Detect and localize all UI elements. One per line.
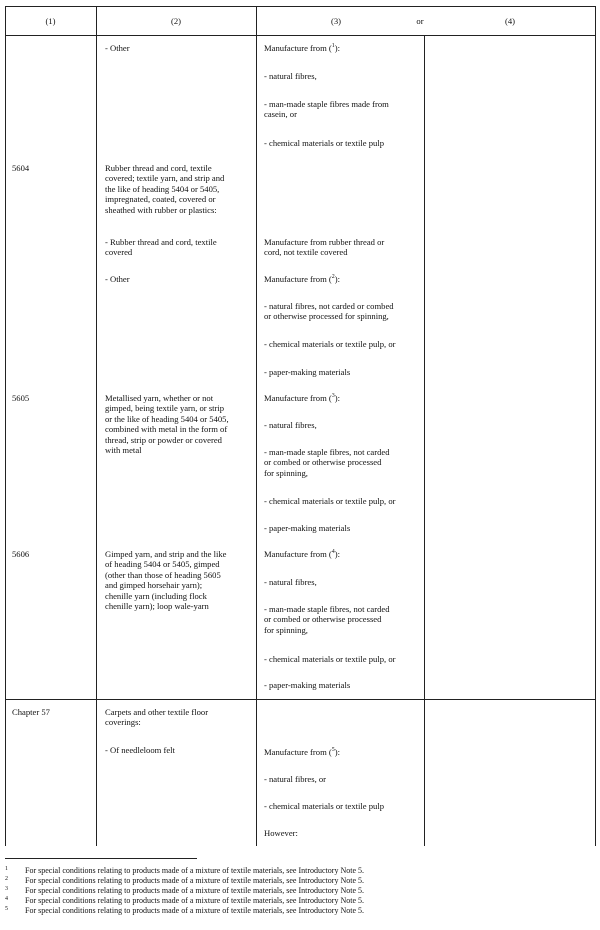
subheading-desc: - Of needleloom felt <box>105 745 175 755</box>
header-or: or <box>416 16 424 26</box>
row-5606-rule-item: - chemical materials or textile pulp, or <box>264 654 396 664</box>
row-5606-rule-item: - paper-making materials <box>264 680 351 690</box>
row-other-rule: Manufacture from ($^1$): <box>264 43 341 53</box>
row-5604-rule-item: - chemical materials or textile pulp, or <box>264 339 396 349</box>
row-other-desc: - Other <box>105 43 130 53</box>
heading-code-5606: 5606 <box>12 549 30 559</box>
row-5606-rule-item: - natural fibres, <box>264 577 317 587</box>
table-top-border <box>5 6 596 7</box>
heading-code-5604: 5604 <box>12 163 30 173</box>
row-5605-rule-item: - paper-making materials <box>264 523 351 533</box>
col-border-1-2 <box>96 6 97 846</box>
heading-desc-5605: Metallised yarn, whether or not gimped, being textile yarn, or strip or the like of heading 5404 or 5405, combined with metal in the form of thread, strip or powder or covered with metal <box>105 393 229 456</box>
header-col1: (1) <box>45 16 56 26</box>
col-border-2-3 <box>256 6 257 846</box>
row-5606-rule-item: - man-made staple fibres, not carded or combed or otherwise processed for spinning, <box>264 604 390 635</box>
subheading-rule: Manufacture from rubber thread or cord, not textile covered <box>264 237 385 258</box>
header-bottom-border <box>5 35 596 36</box>
row-5605-rule-item: - man-made staple fibres, not carded or combed or otherwise processed for spinning, <box>264 447 390 478</box>
col-border-right <box>595 6 596 846</box>
row-5604-rule: Manufacture from ($^2$): <box>264 274 341 284</box>
col-border-left <box>5 6 6 846</box>
row-5606-rule: Manufacture from ($^4$): <box>264 549 341 559</box>
document-page: (1) (2) (3) or (4) - Other Manufacture from ($^1$): - natural fibres, - man-made staple fibres made from casein, or - chemical materials or textile pulp 5604 Rubber thread and cord, textile covered; textile yarn, and strip and the like of heading 5404 or 5405, impregnated, coated, covered or sheathed with rubber or plastics: - Rubber thread and cord, textile covered Manufacture from rubber thread or cord, not textile covered - Other Manufacture from ($^2$): - natural fibres, not carded or combed or otherwise processed for spinning, - chemical materials or textile pulp, or - paper-making materials 5605 Metallised yarn, whether or not gimped, being textile yarn, or strip or the like of heading 5404 or 5405, combined with metal in the form of thread, strip or powder or covered with metal Manufacture from ($^3$): - natural fibres, - man-made staple fibres, not carded or combed or otherwise processed for spinning, - chemical materials or textile pulp, or - paper-making materials 5606 Gimped yarn, and strip and the like of heading 5404 or 5405, gimped (other than those of heading 5605 and gimped horsehair yarn); chenille yarn (including flock chenille yarn); loop wale-yarn Manufacture from ($^4$): - natural fibres, - man-made staple fibres, not carded or combed or otherwise processed for spinning, - chemical materials or textile pulp, or - paper-making materials Chapter 57 Carpets and other textile floor coverings: - Of needleloom felt Manufacture from ($^5$): - natural fibres, or - chemical materials or textile pulp However: 1 For special conditions relating to products made of a mixture of textile materials, see Introductory Note 5. 2 For special conditions relating to products made of a mixture of textile materials, see Introductory Note 5. 3 For special conditions relating to products made of a mixture of textile materials, see Introductory Note 5. 4 For special conditions relating to products made of a mixture of textile materials, see Introductory Note 5. 5 For special conditions relating to products made of a mixture of textile materials, see Introductory Note 5. <box>0 0 600 930</box>
row-5605-rule: Manufacture from ($^3$): <box>264 393 341 403</box>
col-border-3-4 <box>424 35 425 846</box>
heading-code-5605: 5605 <box>12 393 30 403</box>
row-5605-rule-item: - chemical materials or textile pulp, or <box>264 496 396 506</box>
chapter-rule-item: - natural fibres, or <box>264 774 327 784</box>
row-other-rule-item: - natural fibres, <box>264 71 317 81</box>
row-other-rule-item: - man-made staple fibres made from casein, or <box>264 99 389 120</box>
chapter-divider <box>5 699 596 700</box>
row-5604-rule-item: - natural fibres, not carded or combed or otherwise processed for spinning, <box>264 301 394 322</box>
chapter-rule-item: However: <box>264 828 298 838</box>
row-5605-rule-item: - natural fibres, <box>264 420 317 430</box>
header-col3: (3) <box>330 16 342 26</box>
subheading-desc: - Rubber thread and cord, textile covered <box>105 237 217 258</box>
row-5604-rule-item: - paper-making materials <box>264 367 351 377</box>
heading-desc-5604: Rubber thread and cord, textile covered; textile yarn, and strip and the like of heading 5404 or 5405, impregnated, coated, covered or sheathed with rubber or plastics: <box>105 163 225 215</box>
header-col2: (2) <box>170 16 182 26</box>
heading-desc-5606: Gimped yarn, and strip and the like of heading 5404 or 5405, gimped (other than those of heading 5605 and gimped horsehair yarn); chenille yarn (including flock chenille yarn); loop wale-yarn <box>105 549 227 612</box>
chapter-code: Chapter 57 <box>12 707 50 717</box>
chapter-rule-item: - chemical materials or textile pulp <box>264 801 385 811</box>
subheading-desc: - Other <box>105 274 130 284</box>
chapter-rule: Manufacture from ($^5$): <box>264 747 341 757</box>
chapter-desc: Carpets and other textile floor coverings: <box>105 707 209 728</box>
row-other-rule-item: - chemical materials or textile pulp <box>264 138 385 148</box>
header-col4: (4) <box>504 16 516 26</box>
footnote-rule <box>5 858 197 859</box>
